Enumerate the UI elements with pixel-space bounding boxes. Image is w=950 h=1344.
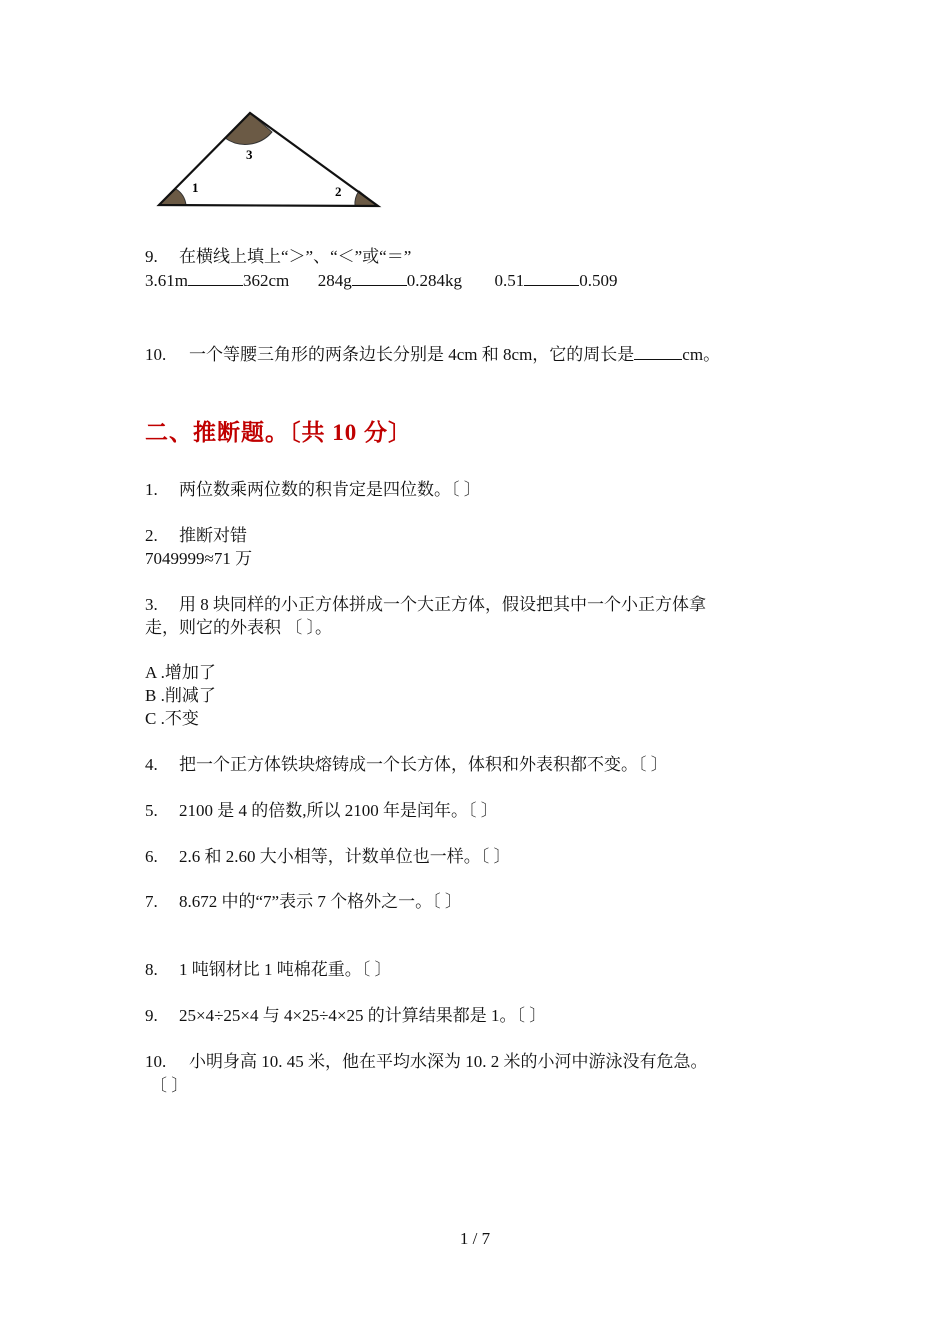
angle-label-2: 2 [335, 184, 342, 199]
q9-items [145, 270, 618, 292]
judge-q8 [145, 959, 392, 981]
judge-q5-text: 2100 是 4 的倍数,所以 2100 年是闰年。〔 〕 [179, 801, 498, 820]
q9-number: 9. [145, 247, 158, 266]
judge-q9-number: 9. [145, 1006, 158, 1025]
q9-c-blank[interactable] [524, 270, 579, 286]
section-heading: 二、推断题。〔共 10 分〕 [145, 420, 412, 445]
q10-text: 一个等腰三角形的两条边长分别是 4cm 和 8cm，它的周长是 [189, 345, 635, 364]
page-number: 1 / 7 [459, 1229, 491, 1248]
judge-q10-text: 小明身高 10. 45 米，他在平均水深为 10. 2 米的小河中游泳没有危急。 [189, 1052, 708, 1071]
judge-q2-text: 推断对错 [179, 526, 247, 545]
judge-q3-option-c[interactable]: C .不变 [145, 709, 199, 728]
judge-q1-text: 两位数乘两位数的积肯定是四位数。〔 〕 [179, 480, 481, 499]
judge-q10-line2: 〔 〕 [150, 1076, 189, 1095]
judge-q4 [145, 754, 668, 776]
judge-q7-text: 8.672 中的“7”表示 7 个格外之一。〔 〕 [179, 892, 462, 911]
q9-c-left: 0.51 [494, 271, 525, 290]
judge-q3-number: 3. [145, 595, 158, 614]
q9-b-left: 284g [317, 271, 352, 290]
judge-q1 [145, 479, 481, 501]
q9-a-right: 362cm [242, 271, 290, 290]
q9-a-left: 3.61m [145, 271, 188, 290]
judge-q4-number: 4. [145, 755, 158, 774]
judge-q8-number: 8. [145, 960, 158, 979]
angle-label-1: 1 [192, 180, 199, 195]
q9-b-blank[interactable] [352, 270, 407, 286]
judge-q9-text: 25×4÷25×4 与 4×25÷4×25 的计算结果都是 1。〔 〕 [179, 1006, 547, 1025]
judge-q2 [145, 525, 247, 547]
angle-label-3: 3 [246, 147, 253, 162]
judge-q6-number: 6. [145, 847, 158, 866]
judge-q3-option-a[interactable]: A .增加了 [145, 663, 216, 682]
q9-text: 在横线上填上“＞”、“＜”或“＝” [179, 247, 412, 266]
judge-q2-number: 2. [145, 526, 158, 545]
q10-unit: cm。 [682, 345, 721, 364]
q10 [145, 344, 720, 366]
judge-q3 [145, 594, 706, 616]
judge-q3-line2: 走，则它的外表积 〔 〕。 [145, 618, 332, 637]
judge-q4-text: 把一个正方体铁块熔铸成一个长方体，体积和外表积都不变。〔 〕 [179, 755, 668, 774]
judge-q5 [145, 800, 498, 822]
judge-q10 [145, 1051, 708, 1073]
judge-q9 [145, 1005, 546, 1027]
judge-q1-number: 1. [145, 480, 158, 499]
judge-q10-number: 10. [145, 1052, 167, 1071]
judge-q7 [145, 891, 462, 913]
q9-prompt [145, 246, 411, 268]
judge-q2-line2: 7049999≈71 万 [145, 549, 253, 568]
judge-q3-text: 用 8 块同样的小正方体拼成一个大正方体，假设把其中一个小正方体拿 [179, 595, 706, 614]
judge-q7-number: 7. [145, 892, 158, 911]
judge-q5-number: 5. [145, 801, 158, 820]
judge-q6 [145, 846, 511, 868]
q10-blank[interactable] [634, 344, 682, 360]
q9-b-right: 0.284kg [406, 271, 463, 290]
triangle-figure [150, 105, 390, 215]
judge-q3-option-b[interactable]: B .削减了 [145, 686, 216, 705]
judge-q8-text: 1 吨钢材比 1 吨棉花重。〔 〕 [179, 960, 392, 979]
q9-c-right: 0.509 [579, 271, 618, 290]
angle-3-shade [225, 113, 272, 144]
judge-q6-text: 2.6 和 2.60 大小相等，计数单位也一样。〔 〕 [179, 847, 511, 866]
q10-number: 10. [145, 345, 167, 364]
q9-a-blank[interactable] [188, 270, 243, 286]
